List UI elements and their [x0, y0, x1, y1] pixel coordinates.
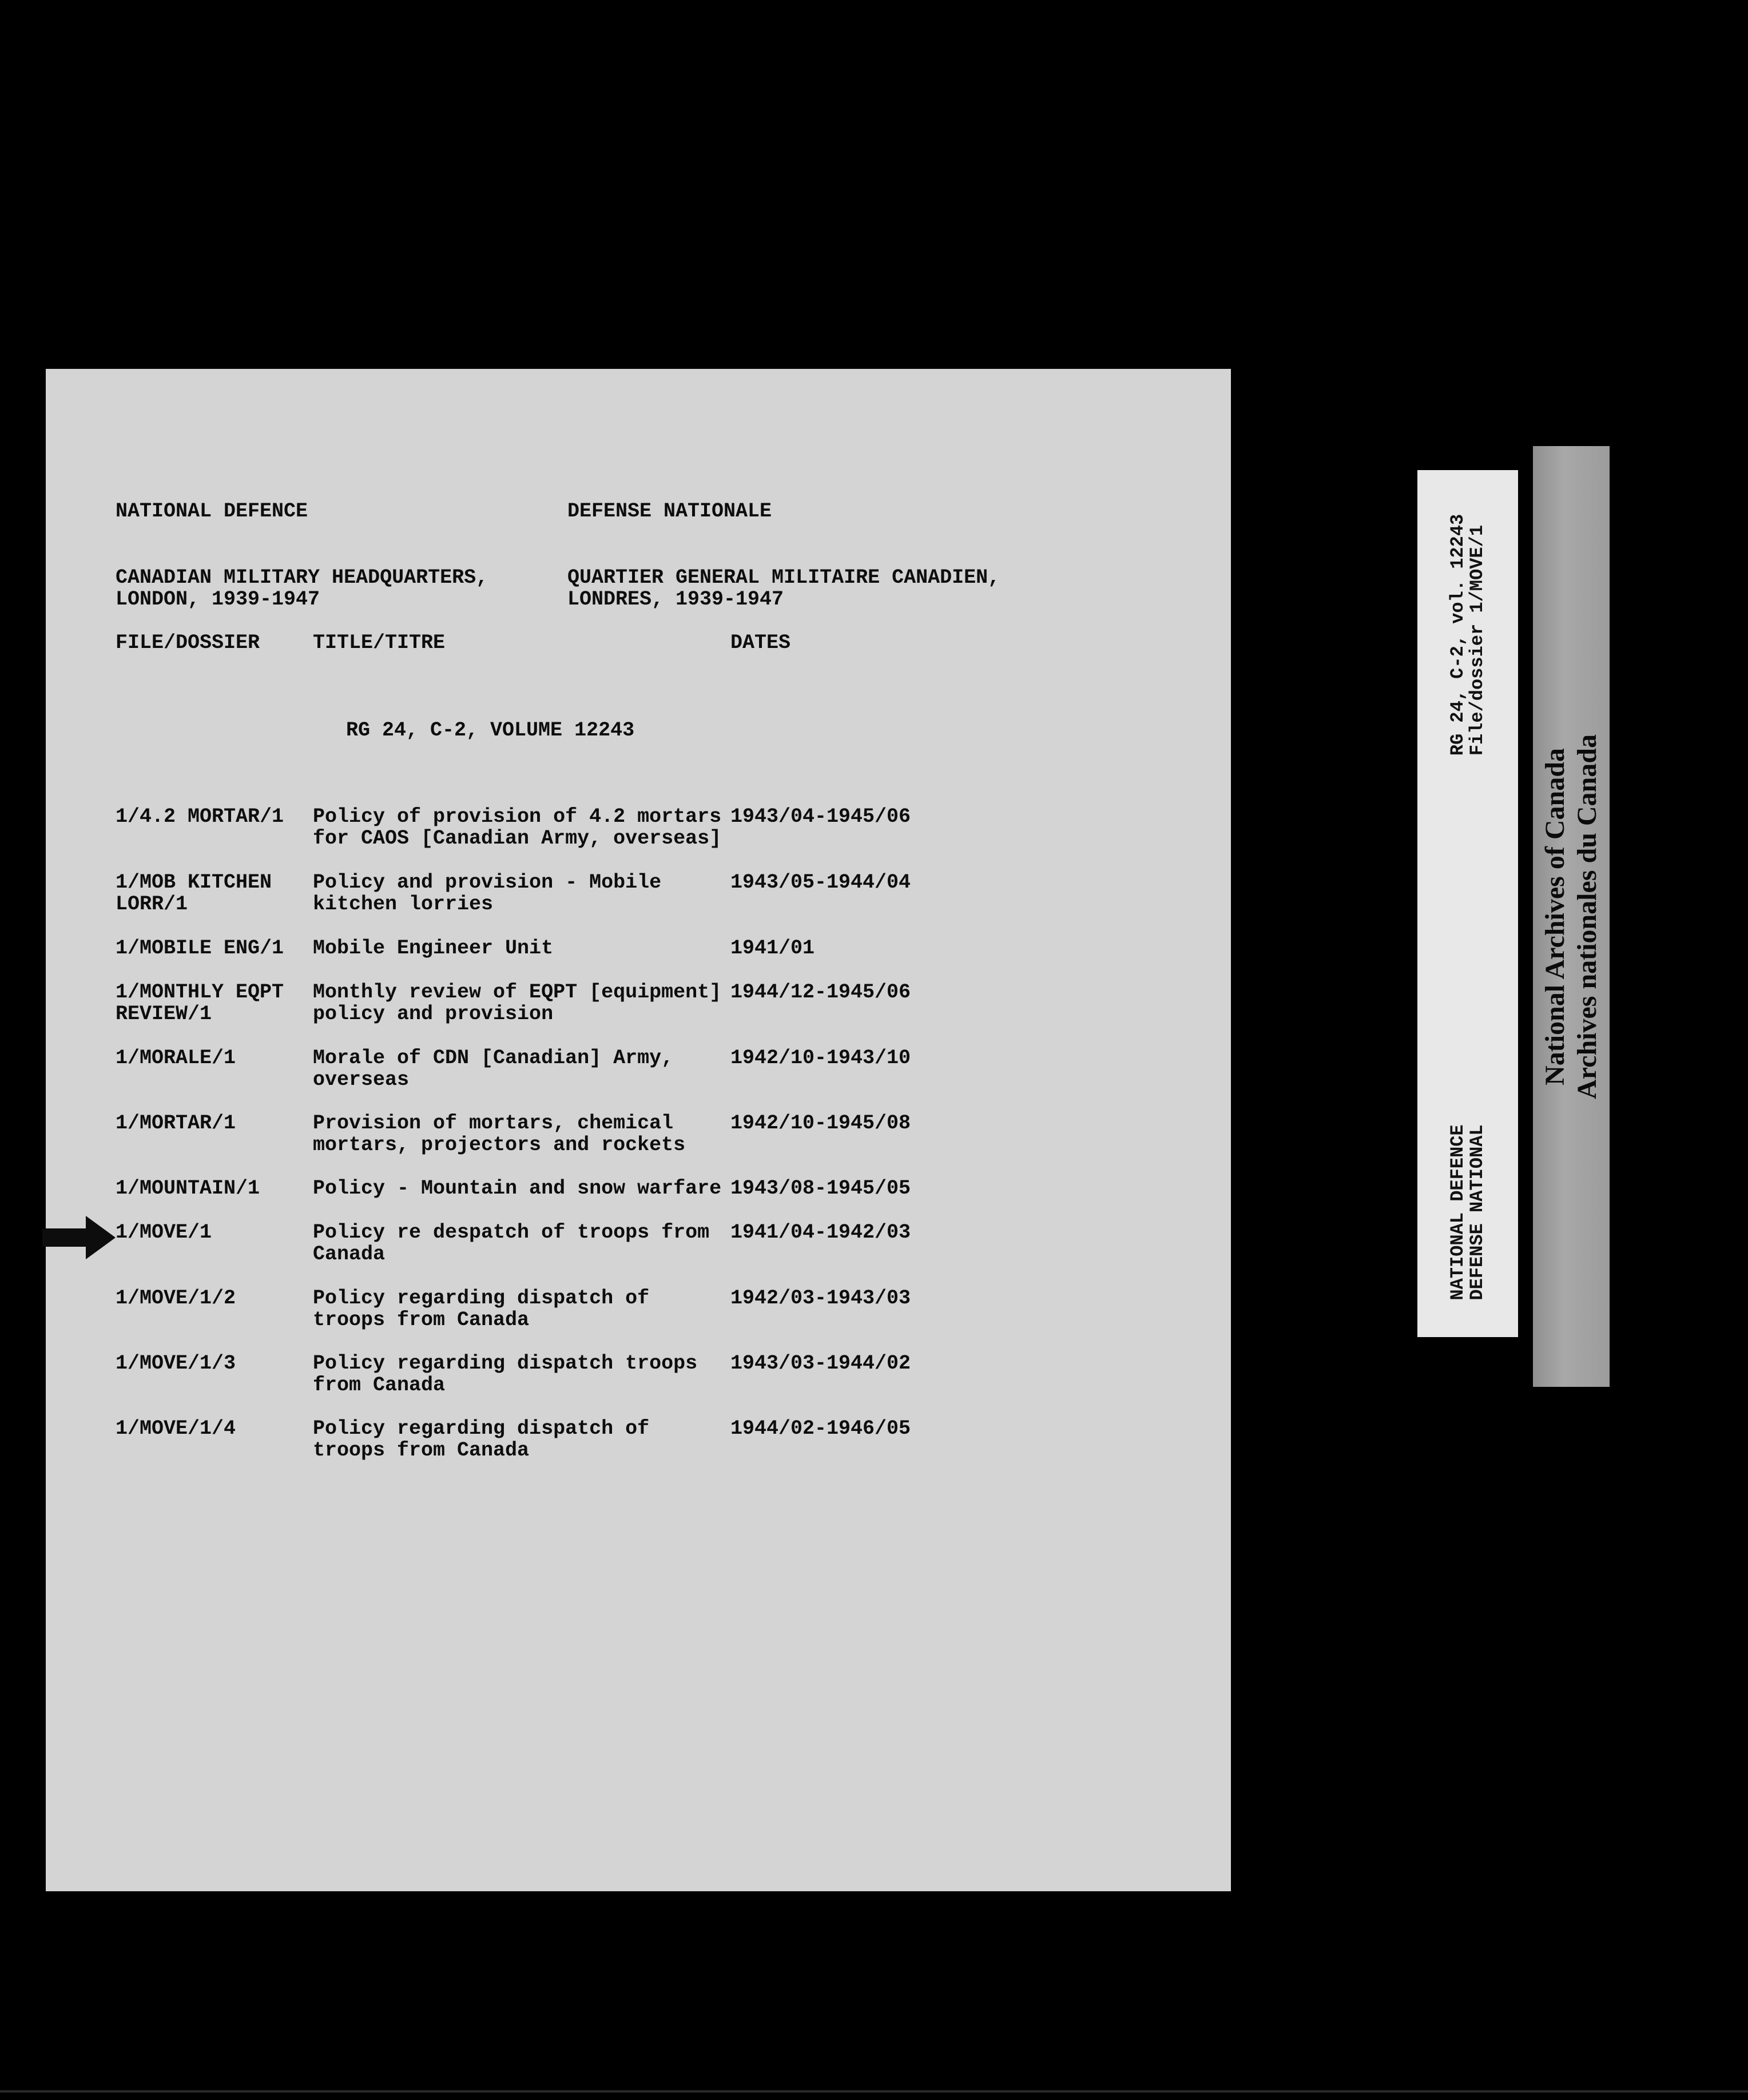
arrow-right-icon	[42, 1215, 117, 1260]
archive-line1: National Archives of Canada	[1540, 747, 1570, 1085]
spine-ref-line2: File/dossier 1/MOVE/1	[1467, 524, 1488, 756]
row-title: Mobile Engineer Unit	[313, 937, 554, 960]
row-dates: 1944/12-1945/06	[730, 981, 911, 1004]
spine-department	[1448, 1124, 1487, 1300]
row-dates: 1943/03-1944/02	[730, 1352, 911, 1375]
row-dates: 1942/10-1945/08	[730, 1112, 911, 1135]
column-header-dates: DATES	[730, 631, 791, 654]
header-right-title: DEFENSE NATIONALE	[567, 500, 772, 523]
row-file: 1/MONTHLY EQPT REVIEW/1	[116, 981, 284, 1025]
column-header-file: FILE/DOSSIER	[116, 631, 260, 654]
frame-bottom-rule	[0, 2090, 1748, 2093]
row-title: Policy regarding dispatch of troops from Canada	[313, 1417, 650, 1462]
archive-line2: Archives nationales du Canada	[1572, 734, 1602, 1099]
header-left-org-line1: CANADIAN MILITARY HEADQUARTERS,	[116, 566, 488, 589]
header-right-org-line2: LONDRES, 1939-1947	[567, 588, 784, 611]
header-left-org-line2: LONDON, 1939-1947	[116, 588, 320, 611]
row-title: Policy of provision of 4.2 mortars for CAOS [Canadian Army, overseas]	[313, 805, 722, 850]
spine-reference	[1448, 514, 1487, 755]
header-right-org-line1: QUARTIER GENERAL MILITAIRE CANADIEN,	[567, 566, 1000, 589]
document-page	[46, 369, 1231, 1891]
column-header-title: TITLE/TITRE	[313, 631, 446, 654]
row-dates: 1943/08-1945/05	[730, 1177, 911, 1200]
row-title: Policy re despatch of troops from Canada	[313, 1221, 710, 1266]
spine-label	[1417, 470, 1518, 1337]
spine-ref-line1: RG 24, C-2, vol. 12243	[1447, 514, 1468, 756]
row-title: Policy - Mountain and snow warfare	[313, 1177, 722, 1200]
row-file: 1/4.2 MORTAR/1	[116, 805, 284, 828]
row-file: 1/MOVE/1/4	[116, 1417, 236, 1440]
row-file: 1/MOVE/1/3	[116, 1352, 236, 1375]
row-dates: 1942/10-1943/10	[730, 1047, 911, 1069]
row-title: Monthly review of EQPT [equipment] policy and provision	[313, 981, 722, 1025]
archive-name	[1539, 734, 1603, 1099]
row-file: 1/MOVE/1/2	[116, 1287, 236, 1310]
row-file: 1/MOVE/1	[116, 1221, 212, 1244]
row-title: Policy regarding dispatch of troops from Canada	[313, 1287, 650, 1331]
row-file: 1/MOBILE ENG/1	[116, 937, 284, 960]
row-title: Policy and provision - Mobile kitchen lorries	[313, 871, 662, 916]
header-left-title: NATIONAL DEFENCE	[116, 500, 308, 523]
row-title: Provision of mortars, chemical mortars, projectors and rockets	[313, 1112, 686, 1156]
row-title: Policy regarding dispatch troops from Canada	[313, 1352, 698, 1397]
row-dates: 1943/05-1944/04	[730, 871, 911, 894]
spine-dept-line2: DEFENSE NATIONAL	[1467, 1124, 1488, 1300]
row-file: 1/MOUNTAIN/1	[116, 1177, 260, 1200]
row-dates: 1941/01	[730, 937, 815, 960]
volume-title: RG 24, C-2, VOLUME 12243	[346, 719, 635, 742]
row-dates: 1944/02-1946/05	[730, 1417, 911, 1440]
row-dates: 1943/04-1945/06	[730, 805, 911, 828]
archive-label	[1533, 446, 1610, 1387]
spine-dept-line1: NATIONAL DEFENCE	[1447, 1124, 1468, 1300]
row-file: 1/MORTAR/1	[116, 1112, 236, 1135]
row-dates: 1942/03-1943/03	[730, 1287, 911, 1310]
row-file: 1/MOB KITCHEN LORR/1	[116, 871, 272, 916]
row-dates: 1941/04-1942/03	[730, 1221, 911, 1244]
row-file: 1/MORALE/1	[116, 1047, 236, 1069]
row-title: Morale of CDN [Canadian] Army, overseas	[313, 1047, 674, 1091]
